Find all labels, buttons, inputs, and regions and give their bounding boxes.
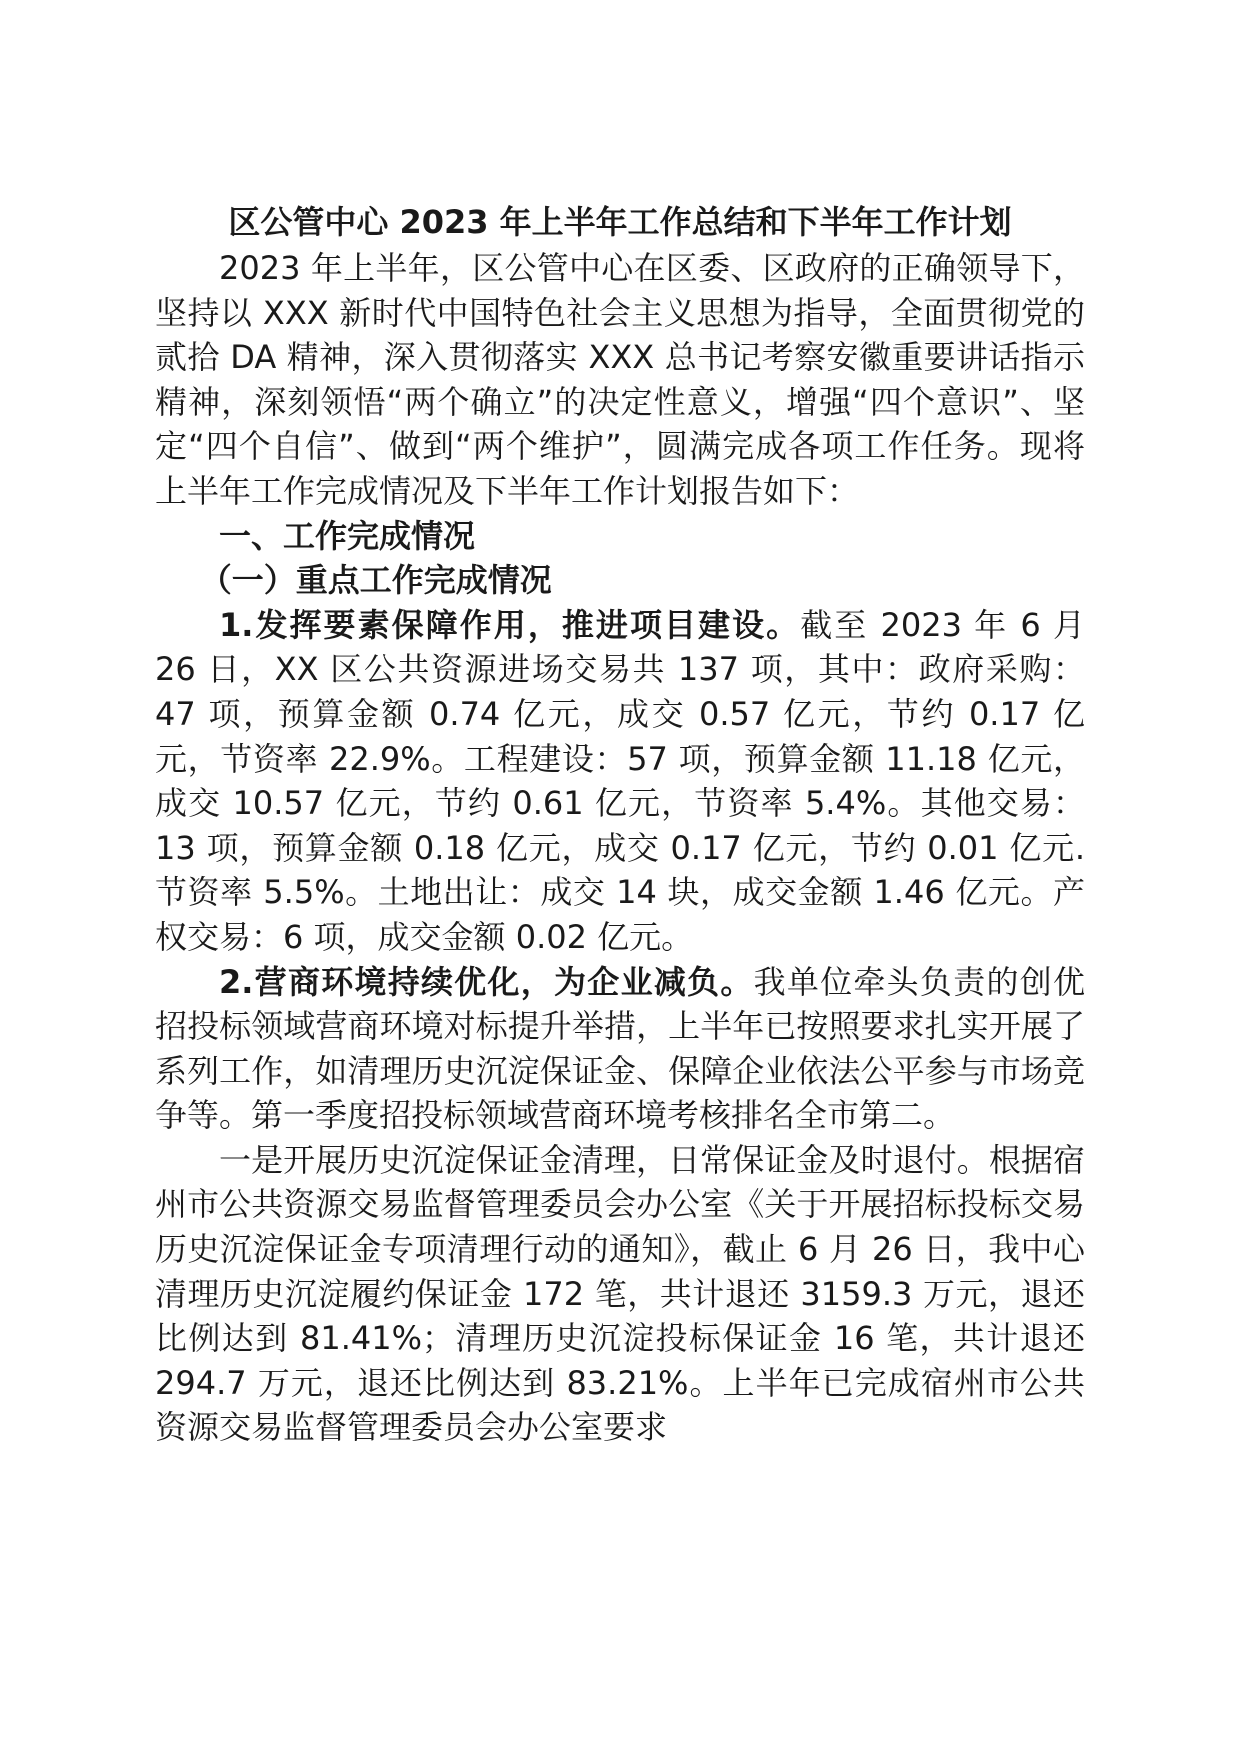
- document-title: 区公管中心 2023 年上半年工作总结和下半年工作计划: [228, 203, 1012, 241]
- item-1-lead: 1.发挥要素保障作用，推进项目建设。: [219, 605, 801, 644]
- document-body: [155, 246, 1085, 1450]
- item-1-paragraph: [155, 603, 1085, 960]
- subsection-heading-key-work: （一）重点工作完成情况: [199, 561, 552, 600]
- item-2-lead: 2.营商环境持续优化，为企业减负。: [219, 962, 754, 1001]
- deposit-paragraph: 一是开展历史沉淀保证金清理，日常保证金及时退付。根据宿州市公共资源交易监督管理委员会办公室《关于开展招标投标交易历史沉淀保证金专项清理行动的通知》，截止 6 月 26 日，我中心清理历史沉淀履约保证金 172 笔，共计退还 3159.3 万元，退还比例达到 81.41%；清理历史沉淀投标保证金 16 笔，共计退还 294.7 万元，退还比例达到 83.21%。上半年已完成宿州市公共资源交易监督管理委员会办公室要求: [155, 1140, 1085, 1447]
- item-1-text: 截至 2023 年 6 月 26 日，XX 区公共资源进场交易共 137 项，其中：政府采购：47 项，预算金额 0.74 亿元，成交 0.57 亿元，节约 0.17 亿元，节资率 22.9%。工程建设：57 项，预算金额 11.18 亿元，成交 10.57 亿元，节约 0.61 亿元，节资率 5.4%。其他交易：13 项，预算金额 0.18 亿元，成交 0.17 亿元，节约 0.01 亿元.节资率 5.5%。土地出让：成交 14 块，成交金额 1.46 亿元。产权交易：6 项，成交金额 0.02 亿元。: [155, 605, 1085, 956]
- intro-paragraph: 2023 年上半年，区公管中心在区委、区政府的正确领导下，坚持以 XXX 新时代中国特色社会主义思想为指导，全面贯彻党的贰拾 DA 精神，深入贯彻落实 XXX 总书记考察安徽重要讲话指示精神，深刻领悟“两个确立”的决定性意义，增强“四个意识”、坚定“四个自信”、做到“两个维护”，圆满完成各项工作任务。现将上半年工作完成情况及下半年工作计划报告如下：: [155, 249, 1085, 510]
- item-2-paragraph: [155, 960, 1085, 1138]
- section-heading-work-completion: 一、工作完成情况: [219, 516, 476, 555]
- item-2-text: 我单位牵头负责的创优招投标领域营商环境对标提升举措，上半年已按照要求扎实开展了系列工作，如清理历史沉淀保证金、保障企业依法公平参与市场竞争等。第一季度招投标领域营商环境考核排名全市第二。: [155, 962, 1085, 1135]
